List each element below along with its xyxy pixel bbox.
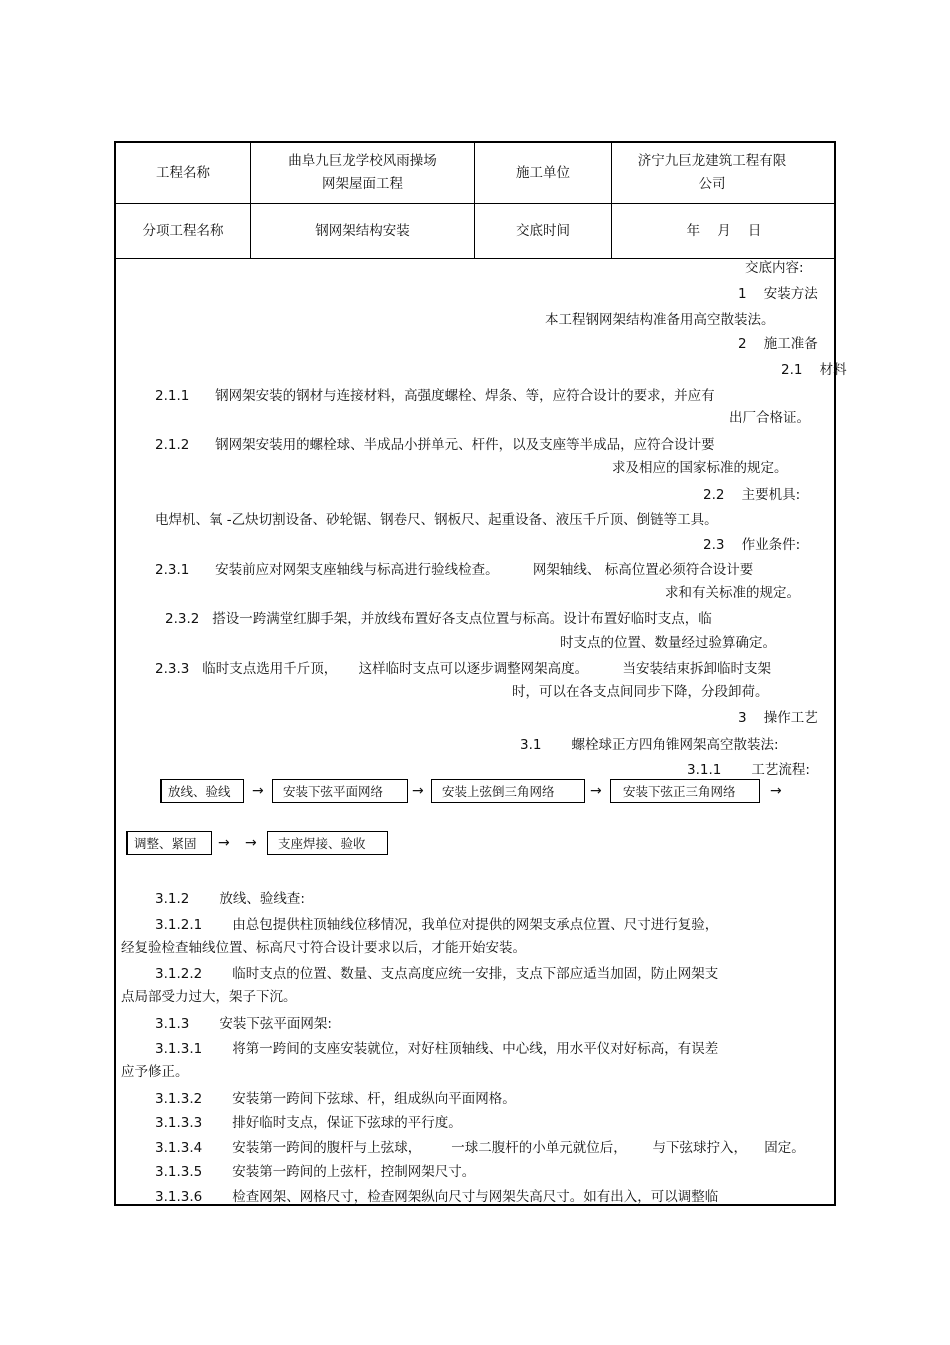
content-heading: 交底内容: [745, 260, 804, 276]
subsection-heading: 2.3 作业条件: [703, 537, 801, 553]
disclosure-time-label: 交底时间 [516, 222, 570, 239]
paragraph-line: 3.1.3.2 安装第一跨间下弦球、杆，组成纵向平面网格。 [155, 1091, 516, 1107]
paragraph-line: 点局部受力过大，架子下沉。 [121, 989, 297, 1005]
flow-step-6: 支座焊接、验收 [267, 831, 388, 855]
paragraph-line: 出厂合格证。 [729, 410, 810, 426]
paragraph-line: 2.3.1 安装前应对网架支座轴线与标高进行验线检查。 网架轴线、 标高位置必须符合设计要 [155, 562, 754, 578]
paragraph-line: 2.1.1 钢网架安装的钢材与连接材料，高强度螺栓、焊条、等，应符合设计的要求，并应有 [155, 388, 715, 404]
paragraph-line: 本工程钢网架结构准备用高空散装法。 [545, 312, 775, 328]
flow-arrow: → [218, 835, 230, 851]
subsection-heading: 3.1.1 工艺流程: [687, 762, 810, 778]
paragraph-line: 2.1.2 钢网架安装用的螺栓球、半成品小拼单元、杆件，以及支座等半成品，应符合设计要 [155, 437, 715, 453]
paragraph-line: 求及相应的国家标准的规定。 [612, 460, 788, 476]
row-divider [116, 258, 834, 259]
subsection-heading: 3.1 螺栓球正方四角锥网架高空散装法: [520, 737, 779, 753]
flow-step-5: 调整、紧固 [126, 831, 212, 855]
subsection-heading: 2.1 材料 [781, 362, 847, 378]
paragraph-line: 电焊机、氧 -乙炔切割设备、砂轮锯、钢卷尺、钢板尺、起重设备、液压千斤顶、倒链等工具。 [155, 512, 718, 528]
section-heading: 3 操作工艺 [738, 710, 818, 726]
disclosure-time-value: 年 月 日 [686, 222, 762, 239]
flow-arrow: → [245, 835, 257, 851]
paragraph-line: 3.1.3.1 将第一跨间的支座安装就位，对好柱顶轴线、中心线，用水平仪对好标高，有误差 [155, 1041, 719, 1057]
paragraph-line: 时，可以在各支点间同步下降，分段卸荷。 [512, 684, 769, 700]
project-name-value: 曲阜九巨龙学校风雨操场 网架屋面工程 [288, 153, 437, 192]
flow-step-4: 安装下弦正三角网络 [610, 779, 760, 803]
flow-arrow: → [590, 783, 602, 799]
project-name-label: 工程名称 [156, 164, 210, 181]
paragraph-line: 2.3.2 搭设一跨满堂红脚手架，并放线布置好各支点位置与标高。设计布置好临时支点，临 [165, 611, 712, 627]
construction-unit-label: 施工单位 [516, 164, 570, 181]
paragraph-line: 经复验检查轴线位置、标高尺寸符合设计要求以后，才能开始安装。 [121, 940, 526, 956]
subsection-heading: 2.2 主要机具: [703, 487, 801, 503]
paragraph-line: 求和有关标准的规定。 [665, 585, 800, 601]
paragraph-line: 2.3.3 临时支点选用千斤顶， 这样临时支点可以逐步调整网架高度。 当安装结束拆卸临时支架 [155, 661, 772, 677]
flow-step-1: 放线、验线 [160, 779, 244, 803]
flow-arrow: → [770, 783, 782, 799]
section-heading: 2 施工准备 [738, 336, 818, 352]
paragraph-line: 3.1.3.3 排好临时支点，保证下弦球的平行度。 [155, 1115, 462, 1131]
sub-project-label: 分项工程名称 [142, 222, 224, 239]
flow-step-2: 安装下弦平面网络 [272, 779, 408, 803]
paragraph-line: 3.1.3.4 安装第一跨间的腹杆与上弦球， 一球二腹杆的小单元就位后， 与下弦球拧入， 固定。 [155, 1140, 805, 1156]
subsection-heading: 3.1.3 安装下弦平面网架: [155, 1016, 332, 1032]
paragraph-line: 时支点的位置、数量经过验算确定。 [560, 635, 776, 651]
flow-arrow: → [412, 783, 424, 799]
paragraph-line: 3.1.3.5 安装第一跨间的上弦杆，控制网架尺寸。 [155, 1164, 476, 1180]
paragraph-line: 3.1.2.2 临时支点的位置、数量、支点高度应统一安排，支点下部应适当加固，防止网架支 [155, 966, 719, 982]
flow-step-3: 安装上弦倒三角网络 [431, 779, 585, 803]
construction-unit-value: 济宁九巨龙建筑工程有限 公司 [637, 153, 787, 192]
paragraph-line: 3.1.2.1 由总包提供柱顶轴线位移情况，我单位对提供的网架支承点位置、尺寸进行复验， [155, 917, 719, 933]
sub-project-value: 钢网架结构安装 [315, 222, 410, 239]
paragraph-line: 3.1.3.6 检查网架、网格尺寸，检查网架纵向尺寸与网架失高尺寸。如有出入，可以调整临 [155, 1189, 719, 1205]
paragraph-line: 应予修正。 [121, 1064, 189, 1080]
section-heading: 1 安装方法 [738, 286, 818, 302]
flow-arrow: → [252, 783, 264, 799]
subsection-heading: 3.1.2 放线、验线查: [155, 891, 305, 907]
